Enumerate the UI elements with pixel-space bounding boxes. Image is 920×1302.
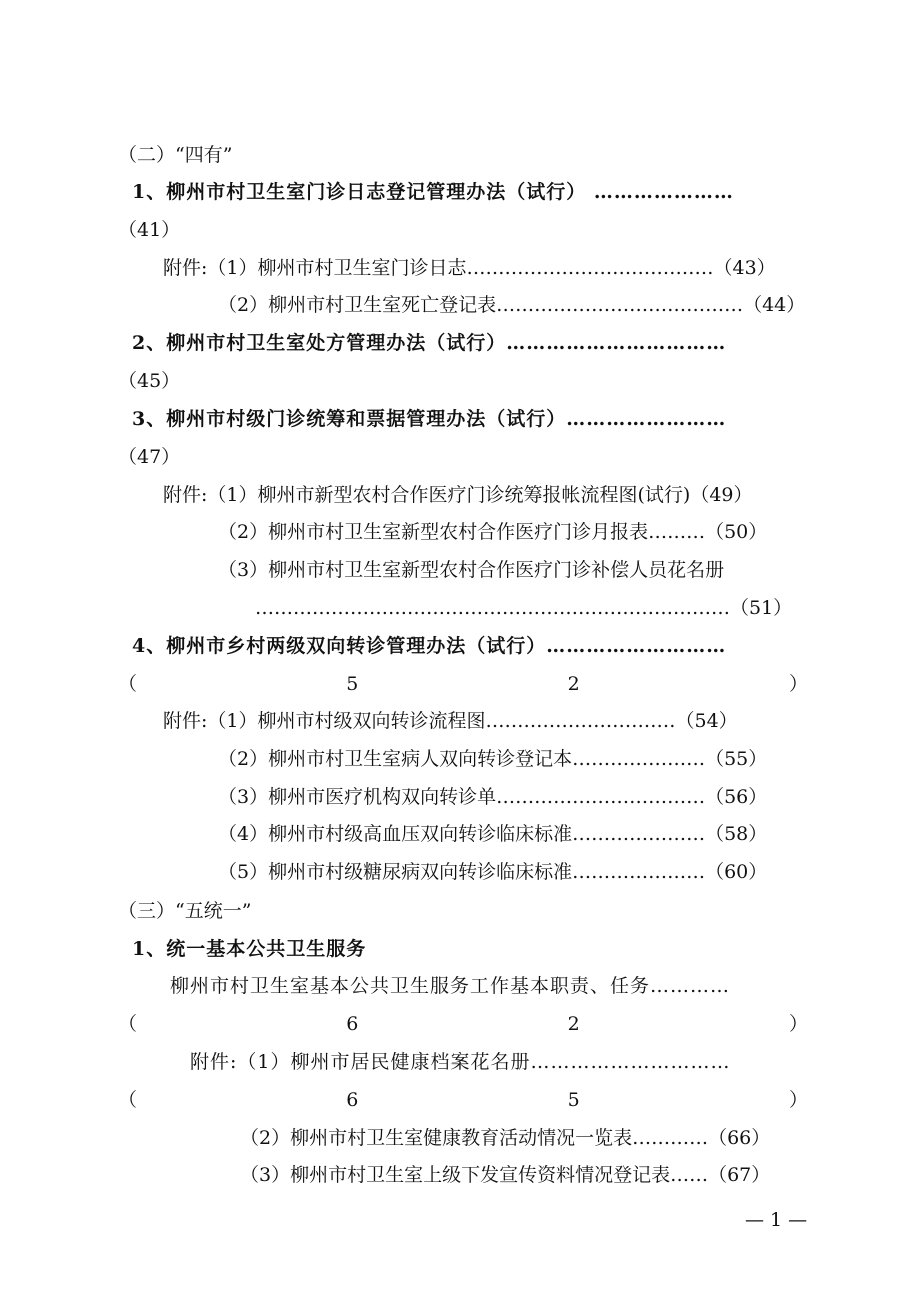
toc-entry-3-page: （47） (118, 446, 181, 468)
toc-entry-4-page (118, 672, 808, 696)
toc-entry-1: 1、柳州市村卫生室门诊日志登记管理办法（试行） ………………… (132, 181, 734, 203)
page-char: （ (118, 673, 138, 695)
toc-entry-1-attachment-1: 附件:（1）柳州市村卫生室门诊日志…………………………………（43） (163, 257, 776, 279)
toc-entry-3: 3、柳州市村级门诊统筹和票据管理办法（试行）…………………… (132, 408, 727, 430)
page-char: ） (788, 1013, 808, 1035)
toc-entry-4-attachment-5: （5）柳州市村级糖尿病双向转诊临床标准…………………（60） (218, 861, 768, 883)
toc-entry-4-attachment-1: 附件:（1）柳州市村级双向转诊流程图…………………………（54） (163, 710, 738, 732)
page-char: 2 (567, 1013, 580, 1035)
toc-entry-f1-attachment-1-page (118, 1088, 808, 1112)
toc-entry-4: 4、柳州市乡村两级双向转诊管理办法（试行）……………………… (132, 635, 727, 657)
toc-entry-f1-attachment-1: 附件:（1）柳州市居民健康档案花名册………………………… (190, 1051, 731, 1073)
toc-entry-3-attachment-3-leader: …………………………………………………………………（51） (255, 597, 793, 619)
toc-entry-1-attachment-2: （2）柳州市村卫生室死亡登记表…………………………………（44） (218, 294, 806, 316)
toc-entry-f1-sub: 柳州市村卫生室基本公共卫生服务工作基本职责、任务………… (170, 975, 731, 997)
toc-entry-2: 2、柳州市村卫生室处方管理办法（试行）…………………………… (132, 332, 727, 354)
page-char: （ (118, 1089, 138, 1111)
section-title-wu-tong-yi: （三）“五统一” (118, 900, 252, 922)
page-char: 5 (346, 673, 359, 695)
toc-entry-f1: 1、统一基本公共卫生服务 (132, 938, 367, 960)
page-char: 2 (567, 673, 580, 695)
toc-entry-f1-attachment-2: （2）柳州市村卫生室健康教育活动情况一览表…………（66） (240, 1127, 771, 1149)
toc-entry-4-attachment-4: （4）柳州市村级高血压双向转诊临床标准…………………（58） (218, 823, 768, 845)
toc-entry-f1-attachment-3: （3）柳州市村卫生室上级下发宣传资料情况登记表……（67） (240, 1164, 771, 1186)
page-char: ） (788, 673, 808, 695)
page-char: 6 (346, 1089, 359, 1111)
toc-entry-1-page: （41） (118, 219, 181, 241)
toc-entry-3-attachment-1: 附件:（1）柳州市新型农村合作医疗门诊统筹报帐流程图(试行)（49） (163, 484, 753, 506)
toc-entry-4-attachment-3: （3）柳州市医疗机构双向转诊单……………………………（56） (218, 786, 768, 808)
page-char: 5 (567, 1089, 580, 1111)
page-number: — 1 — (745, 1209, 808, 1231)
toc-entry-4-attachment-2: （2）柳州市村卫生室病人双向转诊登记本…………………（55） (218, 748, 768, 770)
page-char: 6 (346, 1013, 359, 1035)
toc-entry-3-attachment-3: （3）柳州市村卫生室新型农村合作医疗门诊补偿人员花名册 (218, 559, 725, 581)
toc-entry-3-attachment-2: （2）柳州市村卫生室新型农村合作医疗门诊月报表………（50） (218, 521, 768, 543)
toc-entry-2-page: （45） (118, 370, 181, 392)
section-title-si-you: （二）“四有” (118, 144, 233, 166)
page-char: （ (118, 1013, 138, 1035)
page-char: ） (788, 1089, 808, 1111)
toc-entry-f1-sub-page (118, 1012, 808, 1036)
